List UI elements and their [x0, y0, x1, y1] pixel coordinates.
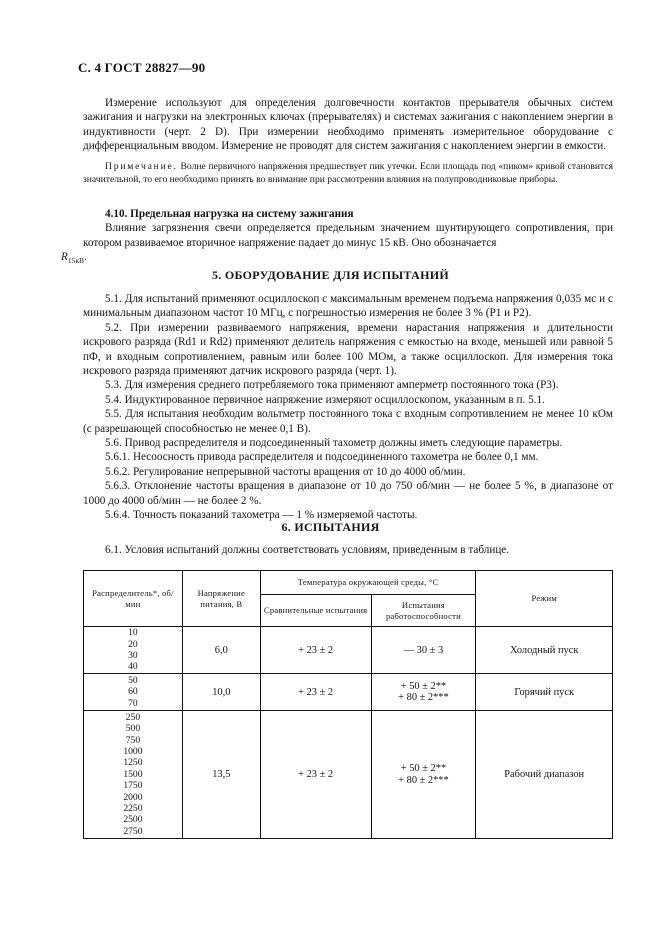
table-row	[84, 627, 613, 674]
clause-4-10-title: 4.10. Предельная нагрузка на систему зажигания	[105, 208, 354, 220]
note-label: Примечание.	[105, 160, 178, 172]
table-row	[84, 711, 613, 839]
row-2-mode: Горячий пуск	[476, 674, 613, 711]
clause-4-10-text	[61, 221, 613, 268]
row-2-voltage: 10,0	[182, 674, 260, 711]
header-temperature: Температура окружающей среды, °С	[260, 571, 476, 595]
test-conditions-table	[83, 570, 613, 839]
row-2-performance: + 50 ± 2** + 80 ± 2***	[371, 674, 476, 711]
row-3-mode: Рабочий диапазон	[476, 711, 613, 839]
item-5-6-4: 5.6.4. Точность показаний тахометра — 1 % измеряемой частоты.	[105, 509, 418, 522]
r-symbol: R	[61, 251, 68, 264]
page-header: С. 4 ГОСТ 28827—90	[78, 60, 206, 75]
row-3-voltage: 13,5	[182, 711, 260, 839]
row-3-compare: + 23 ± 2	[260, 711, 371, 839]
row-2-compare: + 23 ± 2	[260, 674, 371, 711]
row-1-mode: Холодный пуск	[476, 627, 613, 674]
row-1-compare: + 23 ± 2	[260, 627, 371, 674]
header-performance: Испытания работоспособности	[371, 595, 476, 627]
item-5-1: 5.1. Для испытаний применяют осциллоскоп с максимальным временем подъема напряжения 0,035 мс и с минимальным диапазоном частот 10 МГц, с погрешностью измерения не более 3 % (P1 и P2).	[83, 293, 613, 320]
item-5-3: 5.3. Для измерения среднего потребляемого тока применяют амперметр постоянного тока (P3).	[105, 379, 559, 392]
section-6-title: 6. ИСПЫТАНИЯ	[281, 520, 380, 534]
header-distributor: Распределитель*, об/мин	[84, 571, 183, 627]
row-1-performance: — 30 ± 3	[371, 627, 476, 674]
note	[83, 160, 613, 186]
header-compare: Сравнительные испытания	[260, 595, 371, 627]
section-5-title: 5. ОБОРУДОВАНИЕ ДЛЯ ИСПЫТАНИЙ	[211, 268, 450, 282]
item-5-5: 5.5. Для испытания необходим вольтметр постоянного тока с входным сопротивлением не менее 10 кОм (с разрешающей способностью не менее 0,1 В).	[83, 408, 613, 435]
r-symbol-sub: 15кВ	[67, 256, 84, 266]
item-5-6-2: 5.6.2. Регулирование непрерывной частоты вращения от 10 до 4000 об/мин.	[105, 465, 466, 478]
item-5-4: 5.4. Индуктированное первичное напряжение измеряют осциллоскопом, указанным в п. 5.1.	[105, 393, 545, 406]
intro-block	[83, 96, 613, 186]
note-text: Волне первичного напряжения предшествует пик утечки. Если площадь под «пиком» кривой становится значительной, то его необходимо принять во внимание при рассмотрении влияния на полупроводниковые приборы.	[83, 160, 613, 185]
section-5-body	[83, 292, 613, 523]
row-1-speeds: 10 20 30 40	[84, 627, 183, 674]
row-3-performance: + 50 ± 2** + 80 ± 2***	[371, 711, 476, 839]
intro-paragraph: Измерение используют для определения долговечности контактов прерывателя обычных систем зажигания и нагрузки на электронных ключах (прерывателях) и системах зажигания с накоплением энергии в индуктивности (черт. 2 D). При измерении необходимо применять измерительное оборудование с дифференциальным вводом. Измерение не проводят для систем зажигания с накоплением энергии в емкости.	[83, 97, 613, 153]
item-5-6: 5.6. Привод распределителя и подсоединенный тахометр должны иметь следующие параметры.	[105, 437, 563, 450]
row-2-speeds: 50 60 70	[84, 674, 183, 711]
item-5-6-1: 5.6.1. Несоосность привода распределителя и подсоединенного тахометра не более 0,1 мм.	[105, 451, 539, 464]
item-5-2: 5.2. При измерении развиваемого напряжения, времени нарастания напряжения и длительности искрового разряда (Rd1 и Rd2) применяют делитель напряжения с емкостью на входе, меньшей или равной 5 пФ, и входным сопротивлением, равным или более 100 МОм, а также осциллоскоп. Для измерения тока искрового разряда применяют датчик искрового разряда (черт. 1).	[83, 321, 613, 378]
clause-4-10	[61, 207, 613, 269]
header-mode: Режим	[476, 571, 613, 627]
clause-4-10-body: Влияние загрязнения свечи определяется предельным значением шунтирующего сопротивления, при котором развиваемое вторичное напряжение падает до минус 15 кВ. Оно обозначается	[83, 222, 613, 249]
item-5-6-3: 5.6.3. Отклонение частоты вращения в диапазоне от 10 до 750 об/мин — не более 5 %, в диапазоне от 1000 до 4000 об/мин — не более 2 %.	[83, 480, 613, 507]
row-3-speeds: 250 500 750 1000 1250 1500 1750 2000 2250 2500 2750	[84, 711, 183, 839]
r-symbol-end: .	[84, 251, 87, 264]
header-voltage: Напряжение питания, В	[182, 571, 260, 627]
row-1-voltage: 6,0	[182, 627, 260, 674]
section-6-lead: 6.1. Условия испытаний должны соответствовать условиям, приведенным в таблице.	[105, 544, 510, 556]
table-row	[84, 674, 613, 711]
